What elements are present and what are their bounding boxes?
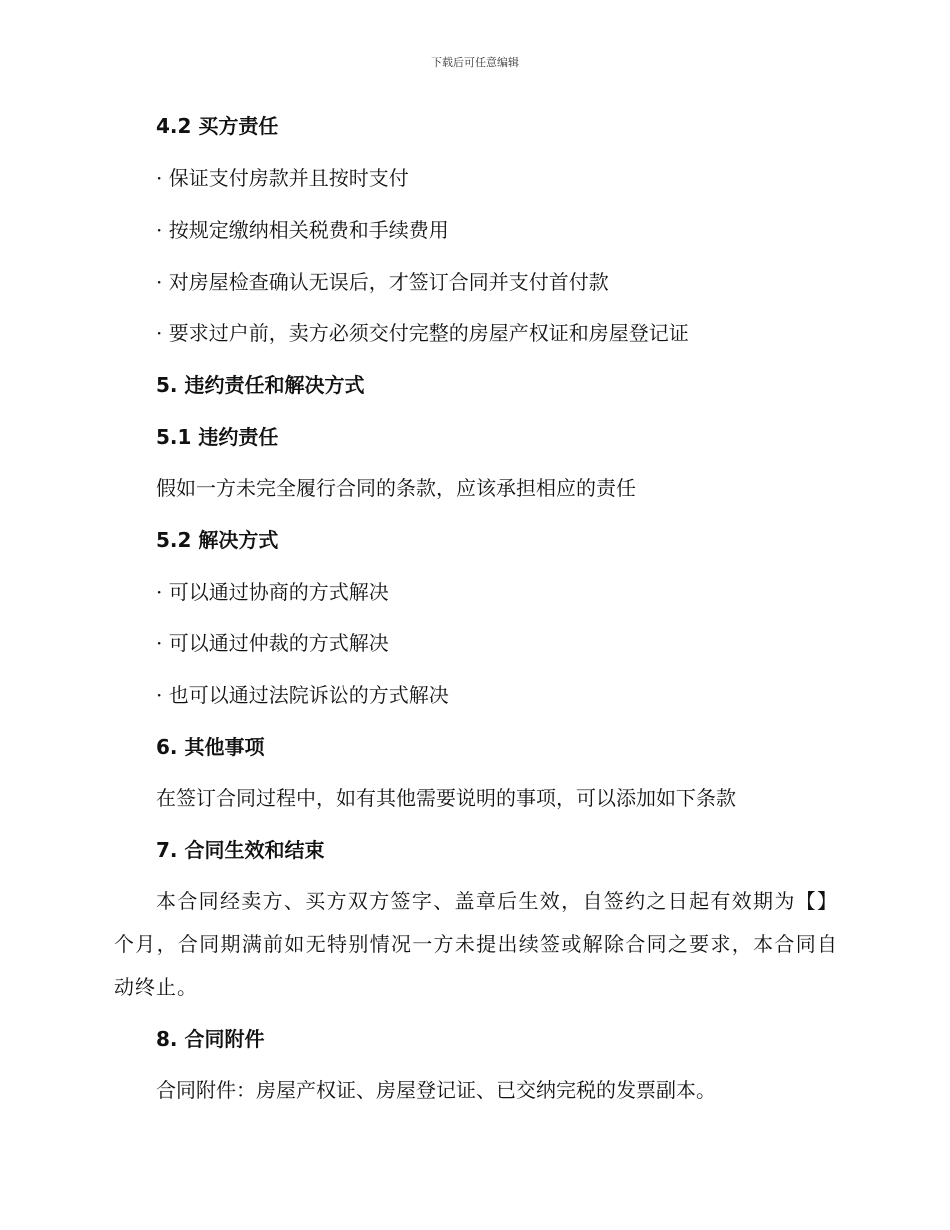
line-16: 8. 合同附件 bbox=[156, 1027, 265, 1051]
line-11: · 可以通过仲裁的方式解决 bbox=[156, 631, 389, 655]
line-10: · 可以通过协商的方式解决 bbox=[156, 580, 389, 604]
line-4: · 对房屋检查确认无误后，才签订合同并支付首付款 bbox=[156, 270, 609, 294]
page-header: 下载后可任意编辑 bbox=[431, 56, 519, 69]
line-17: 合同附件：房屋产权证、房屋登记证、已交纳完税的发票副本。 bbox=[156, 1078, 716, 1102]
line-2: · 保证支付房款并且按时支付 bbox=[156, 166, 409, 190]
line-9: 5.2 解决方式 bbox=[156, 528, 279, 552]
line-1: 4.2 买方责任 bbox=[156, 114, 279, 138]
line-3: · 按规定缴纳相关税费和手续费用 bbox=[156, 218, 449, 242]
line-12: · 也可以通过法院诉讼的方式解决 bbox=[156, 683, 449, 707]
line-13: 6. 其他事项 bbox=[156, 735, 265, 759]
line-14: 在签订合同过程中，如有其他需要说明的事项，可以添加如下条款 bbox=[156, 786, 736, 810]
line-5: · 要求过户前，卖方必须交付完整的房屋产权证和房屋登记证 bbox=[156, 321, 689, 345]
line-8: 假如一方未完全履行合同的条款，应该承担相应的责任 bbox=[156, 476, 636, 500]
line-6: 5. 违约责任和解决方式 bbox=[156, 373, 365, 397]
line-7: 5.1 违约责任 bbox=[156, 425, 279, 449]
paragraph: 本合同经卖方、买方双方签字、盖章后生效，自签约之日起有效期为【】个月，合同期满前如无特别情况一方未提出续签或解除合同之要求，本合同自动终止。 bbox=[114, 889, 838, 999]
line-15: 7. 合同生效和结束 bbox=[156, 838, 325, 862]
